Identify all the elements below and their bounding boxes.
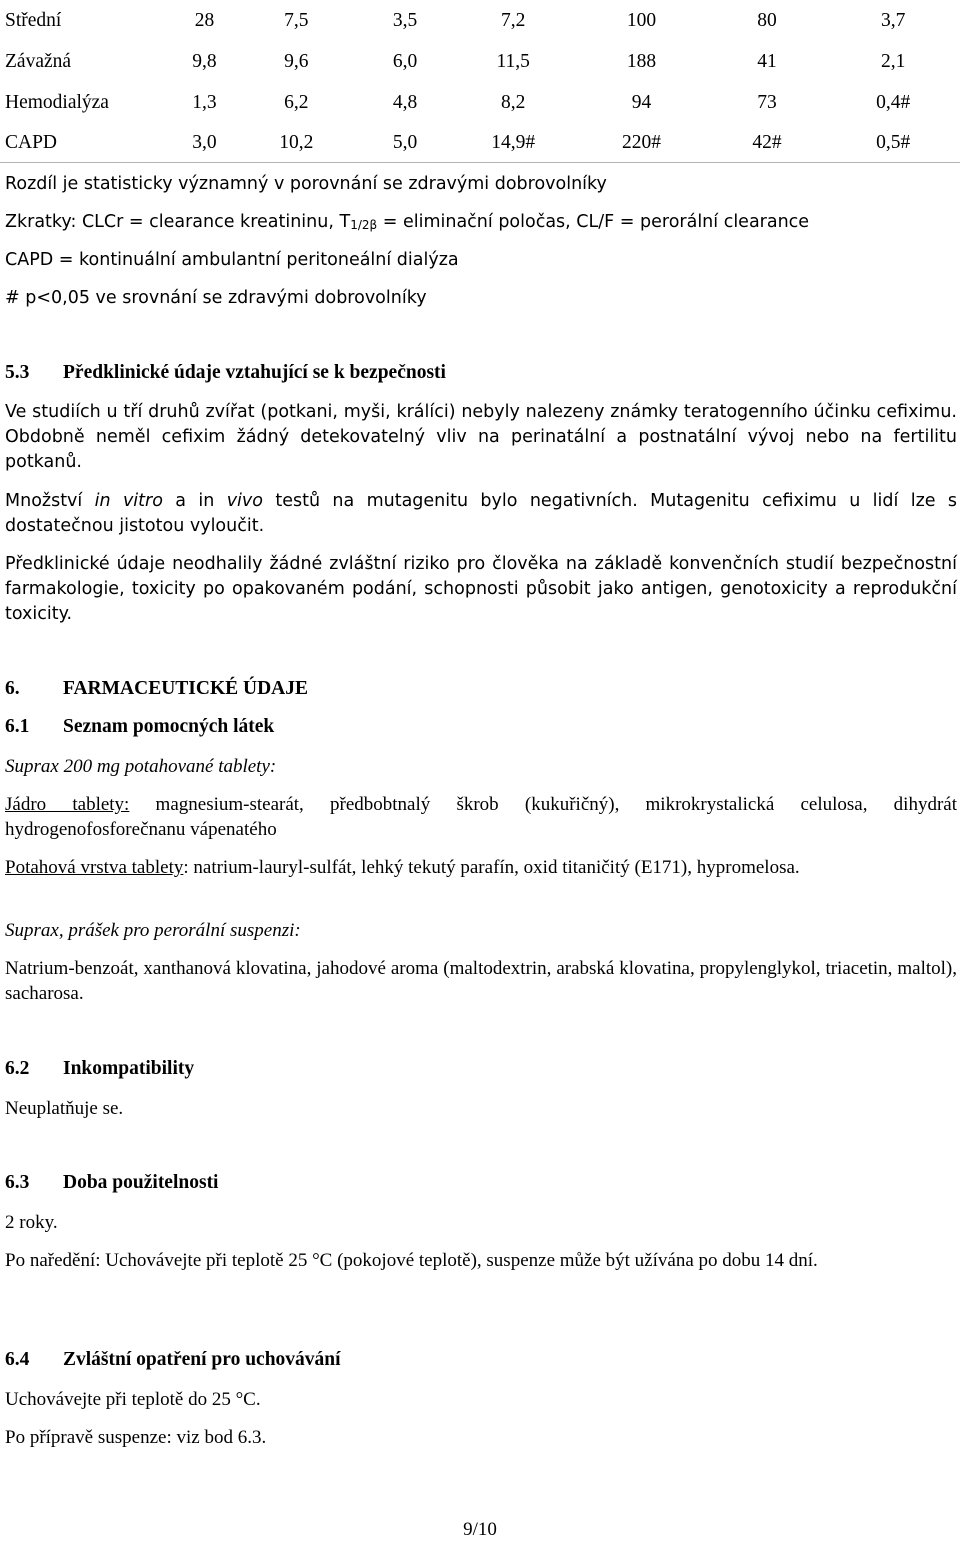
table-cell: 10,2 xyxy=(233,123,359,163)
table-cell: 73 xyxy=(757,91,777,113)
table-cell: 7,2 xyxy=(501,9,526,31)
tablet-coating-label: Potahová vrstva tablety xyxy=(5,857,184,878)
table-cell: 42# xyxy=(707,123,826,163)
heading-5-3-number: 5.3 xyxy=(5,362,30,383)
note-significance: Rozdíl je statisticky významný v porovnání se zdravými dobrovolníky xyxy=(5,174,607,194)
heading-6-4-title: Zvláštní opatření pro uchovávání xyxy=(63,1349,341,1370)
table-cell: 6,0 xyxy=(392,50,418,72)
table-cell: 3,0 xyxy=(176,123,234,163)
para-storage-temp: Uchovávejte při teplotě do 25 °C. xyxy=(5,1389,261,1410)
note-abbreviations xyxy=(5,210,957,238)
table-cell: 3,5 xyxy=(392,9,418,31)
heading-6-1 xyxy=(5,716,274,738)
heading-6 xyxy=(5,678,308,700)
table-cell: 7,5 xyxy=(284,9,309,31)
para-5-3-preclinical: Předklinické údaje neodhalily žádné zvláštní riziko pro člověka na základě konvenčních studií bezpečnostní farmakologie, toxicity po opakovaném podání, schopnosti působit jako antigen, genotoxicity a reprodukční toxicity. xyxy=(5,554,957,624)
para-tablet-coating xyxy=(5,855,957,880)
pharmacokinetics-table xyxy=(0,0,960,163)
note-p-value: # p<0,05 ve srovnání se zdravými dobrovolníky xyxy=(5,288,427,308)
para-tablet-core xyxy=(5,792,957,842)
table-cell: 0,4# xyxy=(876,91,911,113)
table-cell: 94 xyxy=(631,91,652,113)
para-5-3-teratogenicity: Ve studiích u tří druhů zvířat (potkani, myši, králíci) nebyly nalezeny známky teratogenního účinku cefiximu. Obdobně neměl cefixim žádný detekovatelný vliv na perinatální a postnatální vývoj nebo na fertilitu potkanů. xyxy=(5,402,957,472)
heading-6-number: 6. xyxy=(5,678,20,699)
table-cell: 1,3 xyxy=(192,91,217,113)
table-cell: 2,1 xyxy=(881,50,906,72)
table-row xyxy=(0,41,960,82)
heading-6-title: FARMACEUTICKÉ ÚDAJE xyxy=(63,678,309,699)
table-row-label: Střední xyxy=(5,9,62,31)
table-row xyxy=(0,82,960,123)
table-cell: 80 xyxy=(757,9,777,31)
heading-6-4-number: 6.4 xyxy=(5,1349,30,1370)
heading-6-2-number: 6.2 xyxy=(5,1058,30,1079)
heading-6-1-title: Seznam pomocných látek xyxy=(63,716,275,737)
heading-6-2-title: Inkompatibility xyxy=(63,1058,195,1079)
heading-6-2 xyxy=(5,1058,194,1080)
note-abbrev-pre: Zkratky: CLCr = clearance kreatininu, T xyxy=(5,212,351,232)
table-row xyxy=(0,123,960,163)
table-cell: 9,8 xyxy=(192,50,217,72)
table-cell: 3,7 xyxy=(881,9,906,31)
page-number: 9/10 xyxy=(463,1519,497,1540)
heading-6-4 xyxy=(5,1349,341,1371)
table-row-label: CAPD xyxy=(0,123,176,163)
table-cell: 28 xyxy=(194,9,215,31)
note-abbrev-post: = eliminační poločas, CL/F = perorální clearance xyxy=(377,212,810,232)
heading-6-3-title: Doba použitelnosti xyxy=(63,1172,219,1193)
table-cell: 188 xyxy=(626,50,657,72)
table-cell: 14,9# xyxy=(451,123,576,163)
para-storage-suspension: Po přípravě suspenze: viz bod 6.3. xyxy=(5,1427,267,1448)
p2-part-b: a in xyxy=(162,491,227,511)
para-after-dilution: Po naředění: Uchovávejte při teplotě 25 °C (pokojové teplotě), suspenze může být užívána po dobu 14 dní. xyxy=(5,1250,818,1271)
heading-6-3 xyxy=(5,1172,218,1194)
table-row-label: Závažná xyxy=(5,50,72,72)
heading-5-3-title: Předklinické údaje vztahující se k bezpečnosti xyxy=(63,362,446,383)
tablet-core-text: magnesium-stearát, předbobtnalý škrob (kukuřičný), mikrokrystalická celulosa, dihydrát hydrogenofosforečnanu vápenatého xyxy=(5,794,957,840)
heading-5-3 xyxy=(5,362,446,384)
para-shelf-life: 2 roky. xyxy=(5,1212,58,1233)
para-incompatibility: Neuplatňuje se. xyxy=(5,1098,124,1119)
table-cell: 41 xyxy=(757,50,777,72)
table-cell: 220# xyxy=(576,123,708,163)
subheading-tablets: Suprax 200 mg potahované tablety: xyxy=(5,756,277,777)
table-cell: 6,2 xyxy=(284,91,309,113)
subheading-suspension: Suprax, prášek pro perorální suspenzi: xyxy=(5,920,301,941)
table-cell: 0,5# xyxy=(826,123,960,163)
table-cell: 5,0 xyxy=(359,123,451,163)
note-abbrev-sub: 1/2β xyxy=(350,218,378,232)
heading-6-3-number: 6.3 xyxy=(5,1172,30,1193)
tablet-core-label: Jádro tablety: xyxy=(5,794,130,815)
p2-part-c: testů na mutagenitu bylo negativních. Mutagenitu cefiximu u lidí lze s dostatečnou jistotou vyloučit. xyxy=(5,491,957,536)
table-body xyxy=(0,0,960,163)
table-cell: 9,6 xyxy=(284,50,309,72)
table-cell: 4,8 xyxy=(392,91,418,113)
table-cell: 11,5 xyxy=(496,50,530,72)
table-cell: 8,2 xyxy=(501,91,526,113)
para-suspension: Natrium-benzoát, xanthanová klovatina, jahodové aroma (maltodextrin, arabská klovatina, propylenglykol, triacetin, maltol), sacharosa. xyxy=(5,958,957,1004)
p2-in-vitro: in vitro xyxy=(94,491,163,511)
table-row-label: Hemodialýza xyxy=(5,91,109,113)
table-cell: 100 xyxy=(626,9,657,31)
heading-6-1-number: 6.1 xyxy=(5,716,30,737)
note-capd: CAPD = kontinuální ambulantní peritoneální dialýza xyxy=(5,250,459,270)
para-5-3-mutagenicity xyxy=(5,489,957,539)
tablet-coating-text: : natrium-lauryl-sulfát, lehký tekutý parafín, oxid titaničitý (E171), hypromelosa. xyxy=(183,857,800,878)
p2-part-a: Množství xyxy=(5,491,95,511)
table-row xyxy=(0,0,960,41)
p2-vivo: vivo xyxy=(226,491,263,511)
